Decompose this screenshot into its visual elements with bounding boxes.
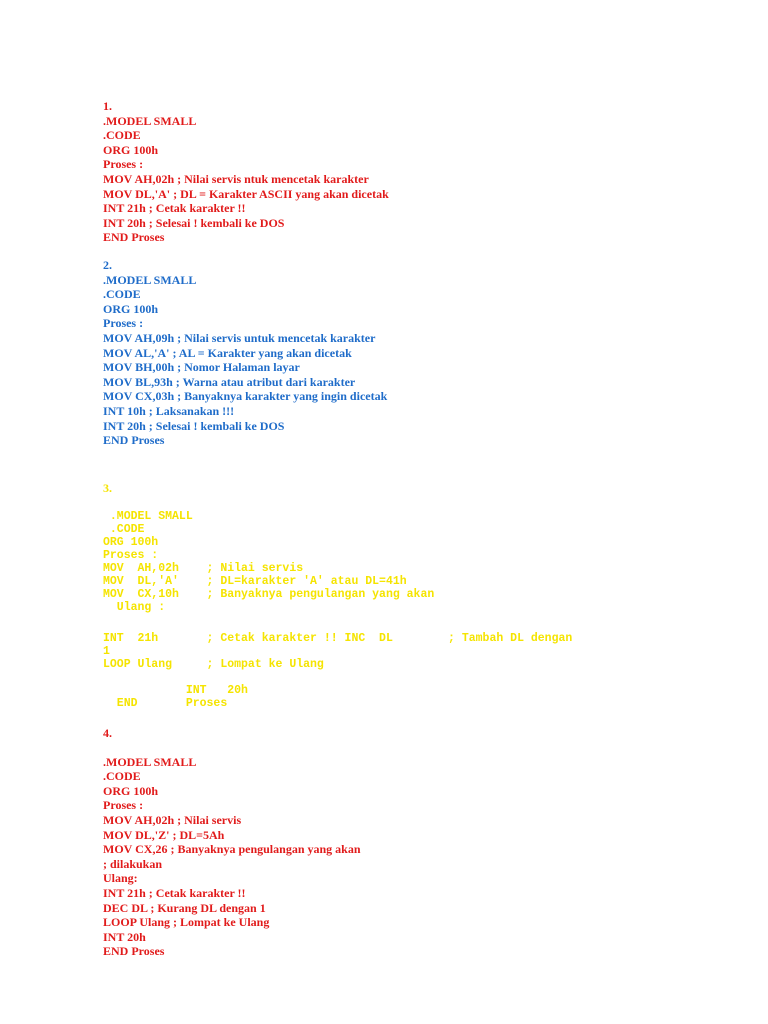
code-line: Ulang : bbox=[103, 601, 166, 614]
code-line: .CODE bbox=[103, 769, 141, 784]
code-line: Ulang: bbox=[103, 871, 138, 886]
code-listing-3 bbox=[103, 510, 434, 614]
code-line: INT 20h ; Selesai ! kembali ke DOS bbox=[103, 418, 285, 433]
code-line: ORG 100h bbox=[103, 142, 159, 157]
code-line: INT 10h ; Laksanakan !!! bbox=[103, 403, 235, 418]
code-line: .MODEL SMALL bbox=[103, 113, 197, 128]
code-listing-3c bbox=[103, 684, 248, 710]
code-line: END Proses bbox=[103, 697, 228, 710]
code-line: INT 20h ; Selesai ! kembali ke DOS bbox=[103, 215, 285, 230]
code-listing-3b bbox=[103, 632, 572, 671]
code-line: .CODE bbox=[103, 287, 141, 302]
code-line: MOV BH,00h ; Nomor Halaman layar bbox=[103, 360, 300, 375]
code-line: END Proses bbox=[103, 433, 165, 448]
code-line: MOV AL,'A' ; AL = Karakter yang akan dicetak bbox=[103, 345, 352, 360]
code-line: LOOP Ulang ; Lompat ke Ulang bbox=[103, 658, 324, 671]
code-listing-1 bbox=[103, 99, 389, 245]
code-listing-2 bbox=[103, 258, 387, 448]
code-line: .MODEL SMALL bbox=[103, 510, 193, 523]
code-line: DEC DL ; Kurang DL dengan 1 bbox=[103, 900, 266, 915]
code-line: INT 20h bbox=[103, 684, 248, 697]
code-line: MOV AH,09h ; Nilai servis untuk mencetak karakter bbox=[103, 330, 376, 345]
code-line: MOV CX,10h ; Banyaknya pengulangan yang akan bbox=[103, 588, 435, 601]
code-line: INT 21h ; Cetak karakter !! INC DL ; Tambah DL dengan bbox=[103, 632, 573, 645]
code-line: INT 20h bbox=[103, 929, 146, 944]
code-line: ORG 100h bbox=[103, 301, 159, 316]
code-listing-4 bbox=[103, 726, 361, 959]
code-line: INT 21h ; Cetak karakter !! bbox=[103, 201, 246, 216]
code-line: MOV DL,'A' ; DL=karakter 'A' atau DL=41h bbox=[103, 575, 407, 588]
code-line: Proses : bbox=[103, 798, 144, 813]
code-line: .MODEL SMALL bbox=[103, 272, 197, 287]
code-line: MOV DL,'Z' ; DL=5Ah bbox=[103, 827, 225, 842]
code-line: ORG 100h bbox=[103, 536, 159, 549]
code-line: .CODE bbox=[103, 523, 145, 536]
section-number: 3. bbox=[103, 481, 112, 495]
code-line: ORG 100h bbox=[103, 783, 159, 798]
code-line: LOOP Ulang ; Lompat ke Ulang bbox=[103, 915, 270, 930]
code-line: 4. bbox=[103, 726, 112, 740]
code-line: 2. bbox=[103, 258, 112, 272]
code-line: END Proses bbox=[103, 944, 165, 959]
code-line: ; dilakukan bbox=[103, 856, 163, 871]
code-line: MOV AH,02h ; Nilai servis bbox=[103, 812, 242, 827]
code-line: .MODEL SMALL bbox=[103, 754, 197, 769]
code-line: MOV DL,'A' ; DL = Karakter ASCII yang akan dicetak bbox=[103, 186, 389, 201]
code-line: INT 21h ; Cetak karakter !! bbox=[103, 885, 246, 900]
code-line: 1. bbox=[103, 99, 112, 113]
code-line: MOV AH,02h ; Nilai servis bbox=[103, 562, 304, 575]
code-line: MOV CX,03h ; Banyaknya karakter yang ingin dicetak bbox=[103, 389, 388, 404]
code-line: Proses : bbox=[103, 549, 159, 562]
code-line: .CODE bbox=[103, 128, 141, 143]
code-line: 1 bbox=[103, 645, 110, 658]
code-line: MOV BL,93h ; Warna atau atribut dari karakter bbox=[103, 374, 356, 389]
code-line: END Proses bbox=[103, 230, 165, 245]
code-line: MOV AH,02h ; Nilai servis ntuk mencetak karakter bbox=[103, 171, 369, 186]
code-line: Proses : bbox=[103, 157, 144, 172]
code-line: MOV CX,26 ; Banyaknya pengulangan yang akan bbox=[103, 842, 361, 857]
code-line: Proses : bbox=[103, 316, 144, 331]
code-listing-3-number bbox=[103, 481, 112, 496]
